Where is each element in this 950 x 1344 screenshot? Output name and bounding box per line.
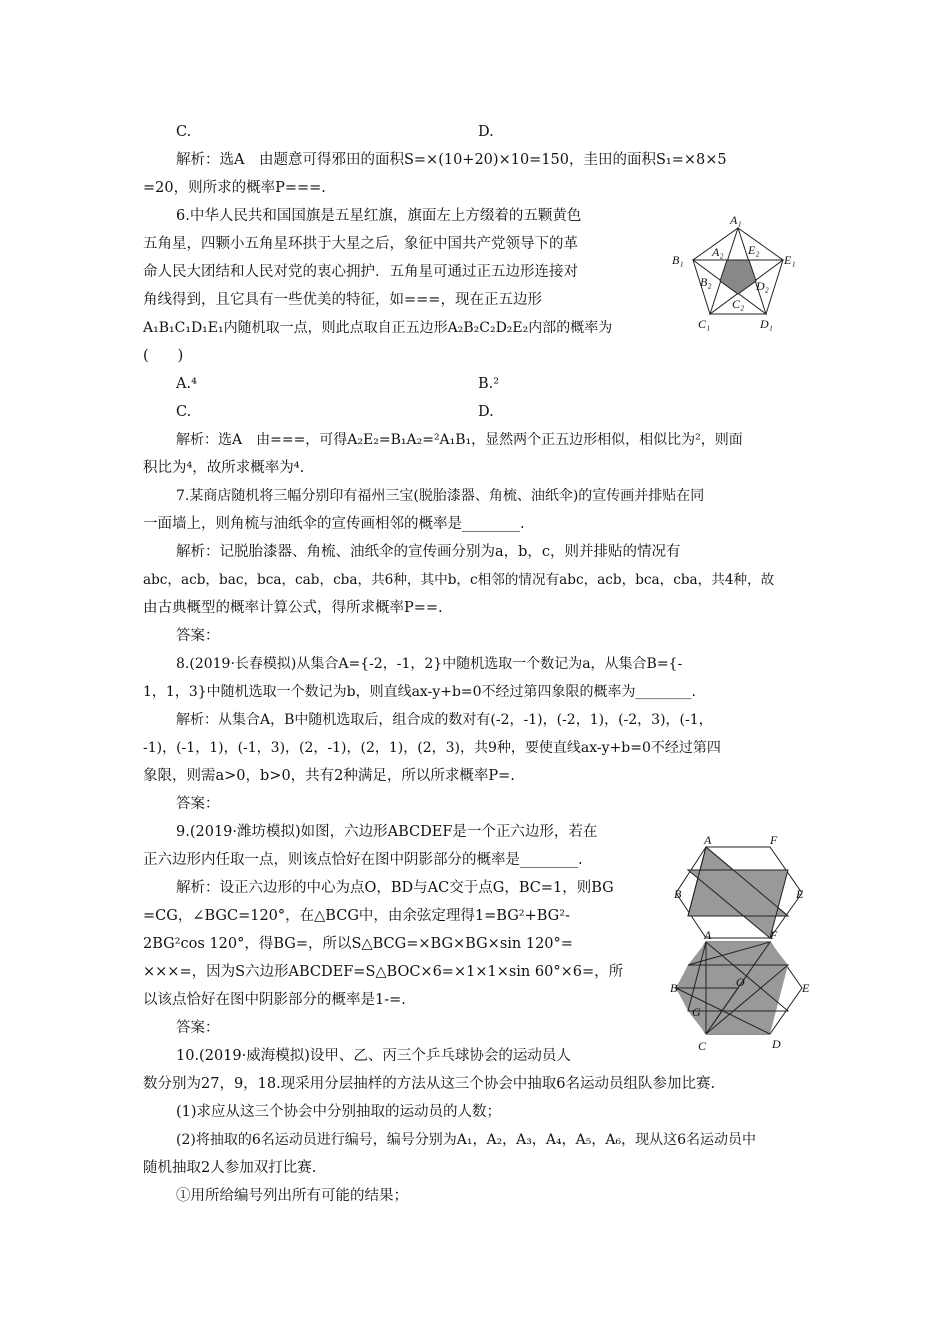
text-line: 积比为⁴，故所求概率为⁴. <box>143 460 305 476</box>
q9-line: 正六边形内任取一点，则该点恰好在图中阴影部分的概率是________. <box>143 852 583 868</box>
text-line: 解析：选A 由题意可得邪田的面积S=×(10+20)×10=150，圭田的面积S₁=×8×5 <box>176 152 727 168</box>
q6-line: 五角星，四颗小五角星环拱于大星之后，象征中国共产党领导下的革 <box>143 236 578 252</box>
hex-label-A: A <box>704 833 712 847</box>
label-C1: C₁ <box>698 317 711 331</box>
hex-label-F: F <box>770 833 778 847</box>
option-d: D. <box>478 404 494 420</box>
option-c: C. <box>176 404 192 420</box>
text-line: -1)，(-1，1)，(-1，3)，(2，-1)，(2，1)，(2，3)，共9种，要使直线ax-y+b=0不经过第四 <box>143 740 721 756</box>
hex2-label-O: O <box>736 975 745 989</box>
text-line: 解析：记脱胎漆器、角梳、油纸伞的宣传画分别为a，b，c，则并排贴的情况有 <box>176 544 681 560</box>
text-line: 2BG²cos 120°，得BG=，所以S△BCG=×BG×BG×sin 120°= <box>143 936 573 952</box>
q7-line: 一面墙上，则角梳与油纸伞的宣传画相邻的概率是________. <box>143 516 525 532</box>
hex2-label-E: E <box>802 981 810 995</box>
text-line: ×××=，因为S六边形ABCDEF=S△BOC×6=×1×1×sin 60°×6=，所 <box>143 964 624 980</box>
hex2-label-F: F <box>770 928 778 942</box>
label-B2: B₂ <box>700 275 712 289</box>
label-A2: A₂ <box>712 245 724 259</box>
text-line: 由古典概型的概率计算公式，得所求概率P==. <box>143 600 443 616</box>
text-line: 解析：设正六边形的中心为点O，BD与AC交于点G，BC=1，则BG <box>176 880 614 896</box>
q8-line: 8.(2019·长春模拟)从集合A={-2，-1，2}中随机选取一个数记为a，从集合B={- <box>176 656 683 672</box>
option-d: D. <box>478 124 494 140</box>
q10-line: 随机抽取2人参加双打比赛. <box>143 1160 317 1176</box>
answer-label: 答案： <box>176 796 220 812</box>
option-a: A.⁴ <box>176 376 197 392</box>
text-line: =20，则所求的概率P===. <box>143 180 326 196</box>
hex2-label-B: B <box>670 981 678 995</box>
option-b: B.² <box>478 376 500 392</box>
label-E2: E₂ <box>748 243 760 257</box>
q10-line: 10.(2019·威海模拟)设甲、乙、丙三个乒乓球协会的运动员人 <box>176 1048 571 1064</box>
hexagon-construction-figure <box>670 928 812 1054</box>
q8-line: 1，1，3}中随机选取一个数记为b，则直线ax-y+b=0不经过第四象限的概率为________. <box>143 684 697 700</box>
q6-line: 6.中华人民共和国国旗是五星红旗，旗面左上方缀着的五颗黄色 <box>176 208 582 224</box>
q6-line: ( ) <box>143 348 184 364</box>
label-C2: C₂ <box>732 297 745 311</box>
label-B1: B₁ <box>672 253 684 267</box>
q6-line: 角线得到，且它具有一些优美的特征，如===，现在正五边形 <box>143 292 542 308</box>
text-line: abc，acb，bac，bca，cab，cba，共6种，其中b，c相邻的情况有abc，acb，bca，cba，共4种，故 <box>143 572 775 588</box>
hex2-label-C: C <box>698 1039 707 1053</box>
hex2-label-A: A <box>704 928 712 942</box>
q10-line: 数分别为27，9，18.现采用分层抽样的方法从这三个协会中抽取6名运动员组队参加比赛. <box>143 1076 716 1092</box>
hex-label-B: B <box>674 887 682 901</box>
text-line: 解析：从集合A，B中随机选取后，组合成的数对有(-2，-1)，(-2，1)，(-2，3)，(-1， <box>176 712 713 728</box>
q10-line: ①用所给编号列出所有可能的结果； <box>176 1188 408 1204</box>
label-E1: E₁ <box>784 253 796 267</box>
label-D1: D₁ <box>760 317 773 331</box>
q7-line: 7.某商店随机将三幅分别印有福州三宝(脱胎漆器、角梳、油纸伞)的宣传画并排贴在同 <box>176 488 705 504</box>
text-line: 象限，则需a>0，b>0，共有2种满足，所以所求概率P=. <box>143 768 515 784</box>
text-line: =CG，∠BGC=120°，在△BCG中，由余弦定理得1=BG²+BG²- <box>143 908 570 924</box>
q6-line: A₁B₁C₁D₁E₁内随机取一点，则此点取自正五边形A₂B₂C₂D₂E₂内部的概率为 <box>143 320 613 336</box>
answer-label: 答案： <box>176 1020 220 1036</box>
hex2-label-G: G <box>692 1005 701 1019</box>
hex2-label-D: D <box>772 1037 781 1051</box>
hex-label-E: E <box>796 887 804 901</box>
label-A1: A₁ <box>730 213 742 227</box>
q10-line: (2)将抽取的6名运动员进行编号，编号分别为A₁，A₂，A₃，A₄，A₅，A₆，现从这6名运动员中 <box>176 1132 756 1148</box>
q10-line: (1)求应从这三个协会中分别抽取的运动员的人数； <box>176 1104 502 1120</box>
option-c: C. <box>176 124 192 140</box>
answer-label: 答案： <box>176 628 220 644</box>
q6-line: 命人民大团结和人民对党的衷心拥护．五角星可通过正五边形连接对 <box>143 264 578 280</box>
text-line: 解析：选A 由===，可得A₂E₂=B₁A₂=²A₁B₁，显然两个正五边形相似，相似比为²，则面 <box>176 432 743 448</box>
text-line: 以该点恰好在图中阴影部分的概率是1-=. <box>143 992 406 1008</box>
label-D2: D₂ <box>756 279 769 293</box>
pentagon-star-figure <box>672 212 804 332</box>
q9-line: 9.(2019·潍坊模拟)如图，六边形ABCDEF是一个正六边形，若在 <box>176 824 598 840</box>
